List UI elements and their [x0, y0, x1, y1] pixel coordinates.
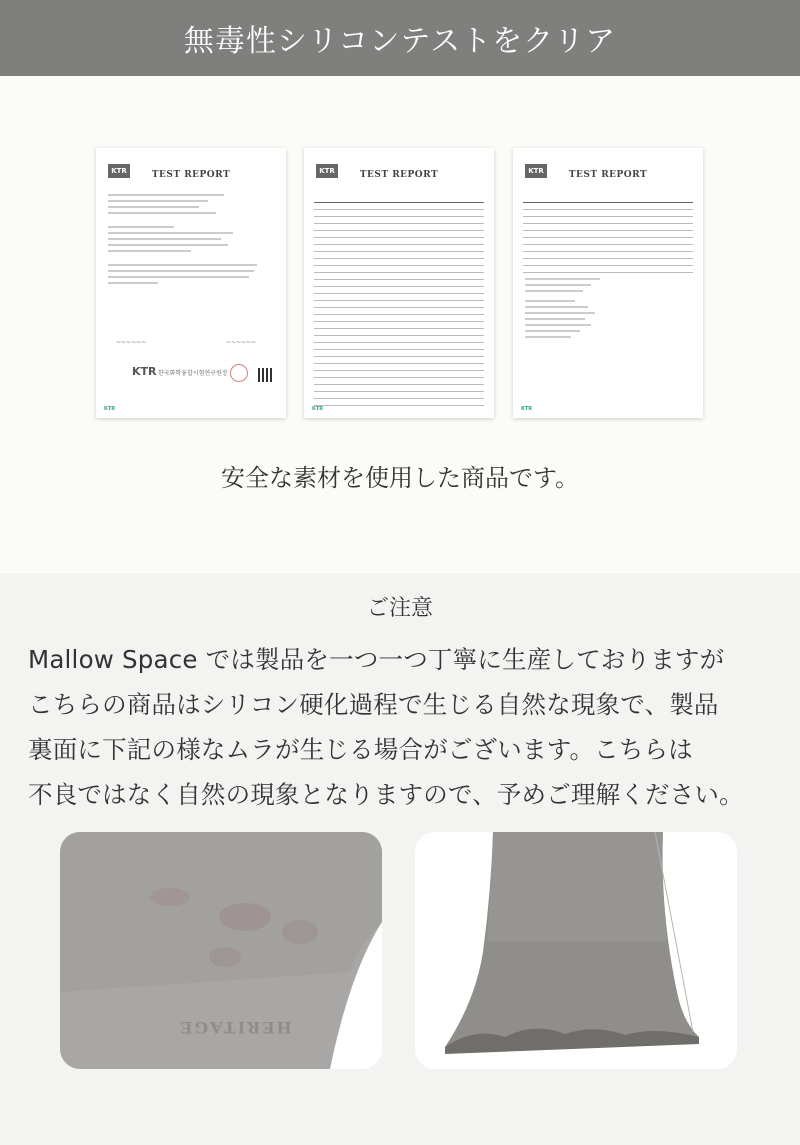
- safe-material-caption: 安全な素材を使用した商品です。: [220, 464, 580, 492]
- report-body-text: [108, 194, 274, 388]
- ktr-name: KTR: [132, 365, 157, 378]
- table-row: [314, 301, 484, 308]
- notice-title: ご注意: [366, 596, 433, 621]
- report-notes: [525, 278, 691, 388]
- table-row: [314, 224, 484, 231]
- table-row: [314, 329, 484, 336]
- ktr-footer-logo: KTR: [104, 406, 116, 412]
- report-title: TEST REPORT: [151, 170, 231, 180]
- table-row: [523, 266, 693, 273]
- embossed-heritage-text: HERITAGE: [178, 1018, 292, 1037]
- table-row: [314, 371, 484, 378]
- silicone-mat-back-photo: [60, 832, 382, 1069]
- results-table: [314, 196, 484, 406]
- ktr-logo: KTR: [316, 164, 338, 178]
- table-row: [523, 245, 693, 252]
- table-row: [314, 294, 484, 301]
- table-row: [314, 350, 484, 357]
- table-row: [314, 378, 484, 385]
- header-banner: [0, 0, 800, 76]
- table-row: [523, 217, 693, 224]
- table-row: [523, 210, 693, 217]
- test-report-document-3: [513, 148, 703, 418]
- signature: ~~~~~~: [226, 339, 257, 346]
- table-row: [314, 280, 484, 287]
- notice-line: こちらの商品はシリコン硬化過程で生じる自然な現象で、製品: [28, 690, 719, 719]
- table-row: [523, 203, 693, 210]
- table-row: [314, 266, 484, 273]
- report-title: TEST REPORT: [568, 170, 648, 180]
- ktr-korean-name: 한국화학융합시험연구원장: [158, 370, 228, 377]
- banner-title: 無毒性シリコンテストをクリア: [183, 24, 617, 59]
- table-row: [523, 196, 693, 203]
- ktr-logo: KTR: [525, 164, 547, 178]
- ktr-footer-logo: KTR: [312, 406, 324, 412]
- table-row: [314, 336, 484, 343]
- table-row: [523, 224, 693, 231]
- table-row: [314, 343, 484, 350]
- table-row: [314, 238, 484, 245]
- table-row: [314, 259, 484, 266]
- test-report-document-1: [96, 148, 286, 418]
- table-row: [314, 217, 484, 224]
- table-row: [314, 392, 484, 399]
- table-row: [523, 238, 693, 245]
- table-row: [314, 308, 484, 315]
- table-row: [314, 357, 484, 364]
- table-row: [314, 385, 484, 392]
- notice-text: [28, 637, 788, 817]
- table-row: [314, 273, 484, 280]
- notice-line: 不良ではなく自然の現象となりますので、予めご理解ください。: [28, 780, 744, 809]
- table-row: [314, 203, 484, 210]
- table-row: [314, 364, 484, 371]
- table-row: [314, 322, 484, 329]
- table-row: [314, 252, 484, 259]
- notice-line: Mallow Space では製品を一つ一つ丁寧に生産しておりますが: [28, 645, 725, 674]
- table-row: [314, 287, 484, 294]
- test-report-document-2: [304, 148, 494, 418]
- results-table: [523, 196, 693, 273]
- table-row: [314, 196, 484, 203]
- notice-line: 裏面に下記の様なムラが生じる場合がございます。こちらは: [28, 735, 693, 764]
- table-row: [314, 210, 484, 217]
- table-row: [314, 245, 484, 252]
- report-title: TEST REPORT: [359, 170, 439, 180]
- official-seal: [230, 364, 248, 382]
- table-row: [523, 231, 693, 238]
- table-row: [314, 399, 484, 406]
- table-row: [314, 231, 484, 238]
- ktr-logo: KTR: [108, 164, 130, 178]
- table-row: [314, 315, 484, 322]
- table-row: [523, 252, 693, 259]
- signature: ~~~~~~: [116, 339, 147, 346]
- qr-code: [258, 368, 272, 382]
- table-row: [523, 259, 693, 266]
- ktr-footer-logo: KTR: [521, 406, 533, 412]
- silicone-mat-edge-photo: [415, 832, 737, 1069]
